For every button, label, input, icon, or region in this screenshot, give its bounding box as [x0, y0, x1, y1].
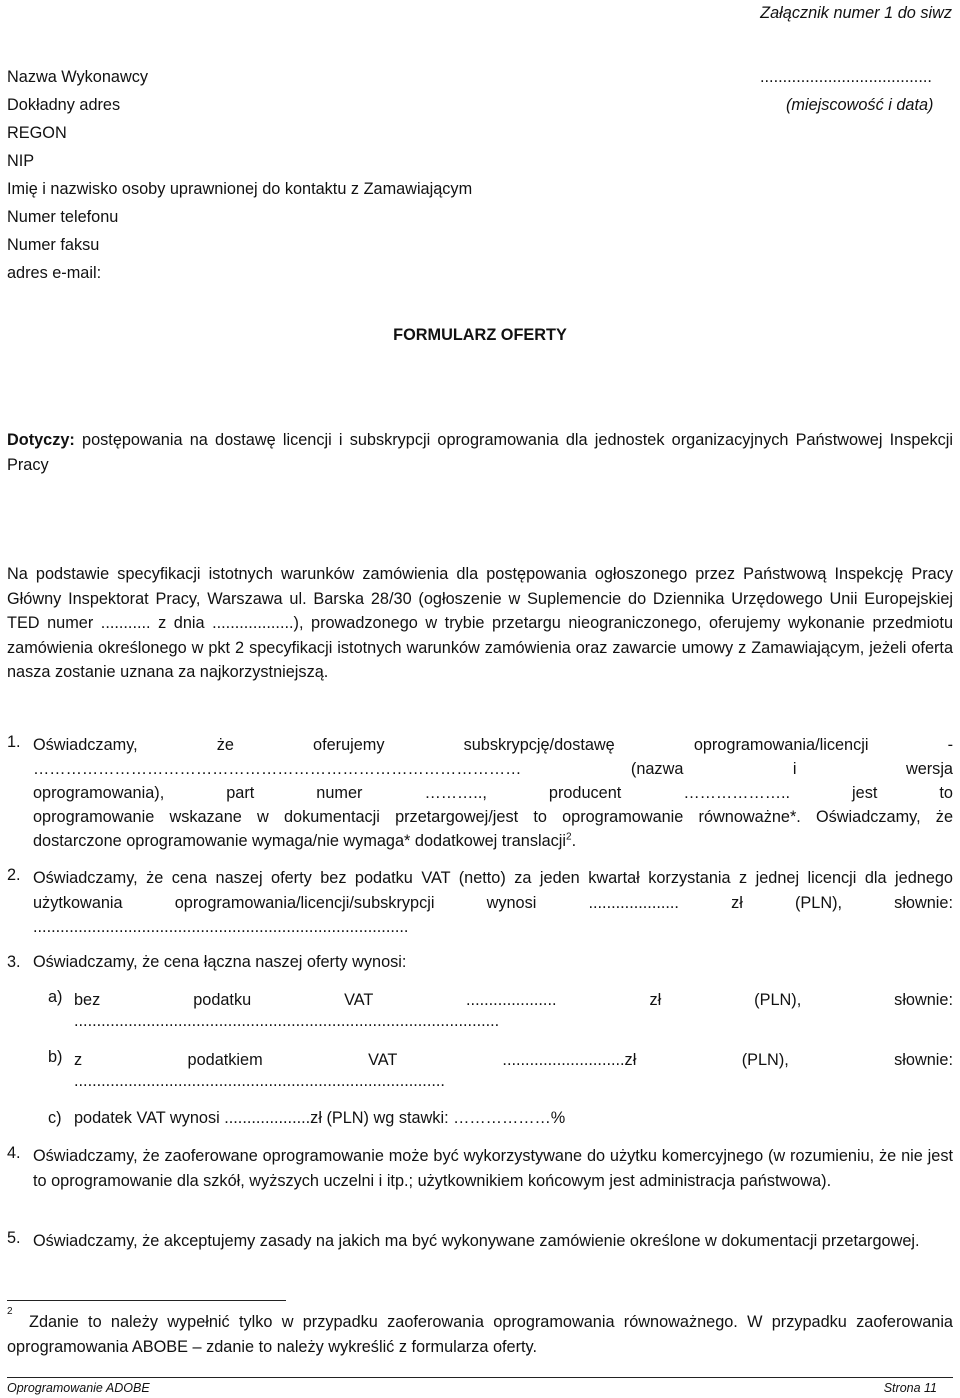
item-5-number: 5.: [7, 1229, 21, 1247]
field-address: Dokładny adres: [7, 96, 121, 114]
field-fax: Numer faksu: [7, 236, 100, 254]
field-email: adres e-mail:: [7, 264, 102, 282]
item-1-line-end: .: [571, 832, 577, 850]
form-title: FORMULARZ OFERTY: [393, 326, 567, 344]
item-1-line-2: ……………………………………………………………………………… (nazwa i wersja: [33, 760, 953, 778]
subject-paragraph: [7, 428, 953, 477]
footer-page-number: Strona 11: [883, 1381, 937, 1395]
item-1-translation-text: dostarczone oprogramowanie wymaga/nie wymaga* dodatkowej translacji: [33, 832, 567, 850]
footer-left: Oprogramowanie ADOBE: [7, 1381, 150, 1395]
item-3b-line-2: ..................................................................................: [74, 1072, 445, 1090]
item-3a-label: a): [48, 988, 63, 1006]
item-3a-line-2: ..............................................................................................: [74, 1012, 500, 1030]
field-contractor-name: Nazwa Wykonawcy: [7, 68, 148, 86]
attachment-label: Załącznik numer 1 do siwz: [760, 4, 952, 22]
footnote-ref: 2: [566, 831, 572, 843]
item-3a-line-1: bez podatku VAT .................... zł (PLN), słownie:: [74, 991, 953, 1009]
item-1-number: 1.: [7, 733, 21, 751]
place-date-label: (miejscowość i data): [786, 96, 934, 114]
intro-paragraph: Na podstawie specyfikacji istotnych warunków zamówienia dla postępowania ogłoszonego przez Państwową Inspekcję Pracy Główny Inspektorat Pracy, Warszawa ul. Barska 28/30 (ogłoszenie w Suplemencie do Dziennika Urzędowego Unii Europejskiej TED numer ........... z dnia ..................), prowadzonego w trybie przetargu nieograniczonego, oferujemy wykonanie przedmiotu zamówienia określonego w pkt 2 specyfikacji istotnych warunków zamówienia oraz zawarcie umowy z Zamawiającym, jeżeli oferta nasza zostanie uznana za najkorzystniejszą.: [7, 565, 953, 681]
item-4-number: 4.: [7, 1144, 21, 1162]
item-1-line-5: [33, 829, 953, 854]
item-4-text: Oświadczamy, że zaoferowane oprogramowanie może być wykorzystywane do użytku komercyjnego (w rozumieniu, że nie jest to oprogramowanie dla szkół, wyższych uczelni i itp.; użytkownikiem końcowym jest administracja państwowa).: [33, 1147, 953, 1190]
item-2-number: 2.: [7, 866, 21, 884]
item-3b-label: b): [48, 1048, 63, 1066]
item-3-number: 3.: [7, 953, 21, 971]
footnote-mark: 2: [7, 1306, 13, 1317]
item-3-text: Oświadczamy, że cena łączna naszej oferty wynosi:: [33, 953, 407, 971]
footer-rule: [7, 1377, 953, 1378]
item-1-line-4: oprogramowanie wskazane w dokumentacji przetargowej/jest to oprogramowanie równoważne*. Oświadczamy, że: [33, 808, 953, 826]
item-2-text: Oświadczamy, że cena naszej oferty bez podatku VAT (netto) za jeden kwartał korzystania z jednej licencji dla jednego użytkowania oprogramowania/licencji/subskrypcji wynosi .................... zł (PLN), słownie: ...................................................................................: [33, 869, 953, 936]
place-date-dots: ......................................: [760, 68, 932, 86]
item-3c-label: c): [48, 1109, 62, 1127]
subject-label: Dotyczy:: [7, 431, 75, 449]
item-5-text: Oświadczamy, że akceptujemy zasady na jakich ma być wykonywane zamówienie określone w dokumentacji przetargowej.: [33, 1232, 920, 1250]
item-3b-line-1: z podatkiem VAT ...........................zł (PLN), słownie:: [74, 1051, 953, 1069]
footnote-text: Zdanie to należy wypełnić tylko w przypadku zaoferowania oprogramowania równoważnego. W przypadku zaoferowania oprogramowania ABOBE – zdanie to należy wykreślić z formularza oferty.: [7, 1313, 953, 1356]
item-1-line-1: Oświadczamy, że oferujemy subskrypcję/dostawę oprogramowania/licencji -: [33, 736, 953, 754]
field-contact-person: Imię i nazwisko osoby uprawnionej do kontaktu z Zamawiającym: [7, 180, 473, 198]
field-nip: NIP: [7, 152, 35, 170]
field-phone: Numer telefonu: [7, 208, 119, 226]
field-regon: REGON: [7, 124, 67, 142]
item-3c-text: podatek VAT wynosi ...................zł (PLN) wg stawki: ………………%: [74, 1109, 566, 1127]
footnote-divider: [7, 1300, 286, 1301]
item-1-line-3: oprogramowania), part numer ……….., producent ……………….. jest to: [33, 784, 953, 802]
subject-text: postępowania na dostawę licencji i subskrypcji oprogramowania dla jednostek organizacyjnych Państwowej Inspekcji Pracy: [7, 431, 953, 474]
